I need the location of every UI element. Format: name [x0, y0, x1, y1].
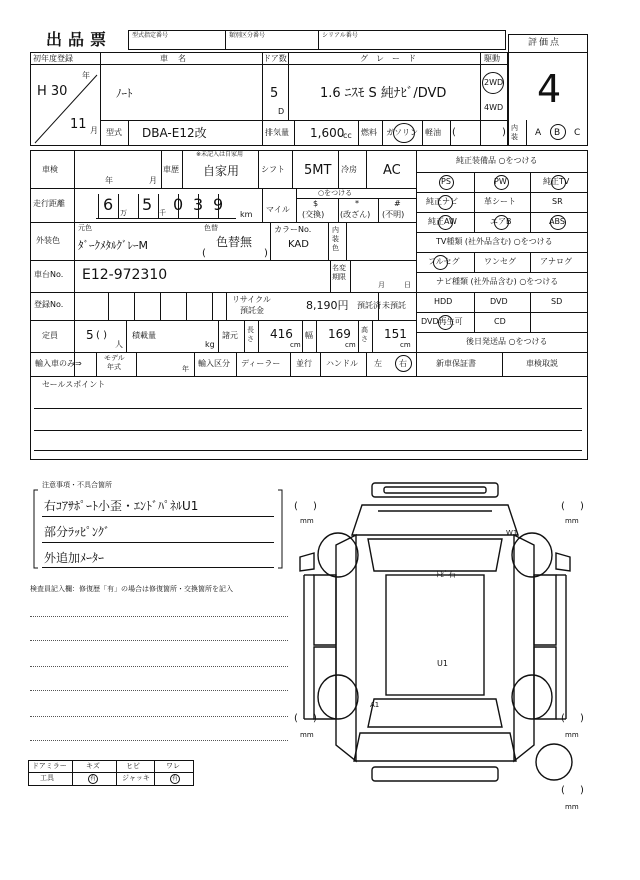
caution-label: 注意事項・不具合箇所 [42, 481, 112, 489]
tools-present-mark: 有 [90, 775, 97, 782]
equip-airbag: エアB [490, 217, 512, 226]
jack-present-mark: 有 [172, 775, 179, 782]
cooler-label: 冷房 [341, 165, 357, 174]
drive-2wd: 2WD [484, 78, 504, 87]
capacity-value: 5 [86, 328, 94, 342]
caution-line-2: 部分ﾗｯﾋﾟﾝｸﾞ [44, 525, 111, 539]
dealer-label: ディーラー [241, 359, 281, 368]
import-label: 輸入車のみ⇒ [35, 359, 82, 368]
header-number-fields [128, 30, 506, 50]
color-no-label: カラーNo. [274, 225, 312, 234]
odo-unknown-symbol: # [394, 199, 401, 208]
first-reg-month: 11 [70, 117, 87, 132]
handle-label: ハンドル [326, 359, 358, 368]
first-reg-year: H 30 [37, 84, 68, 99]
odometer-note: ○をつける [318, 189, 353, 197]
shift-value: 5MT [304, 163, 332, 178]
equip-abs: ABS [549, 217, 565, 226]
legend-break: ワレ [166, 762, 180, 770]
drive-4wd: 4WD [484, 103, 504, 112]
model-value: DBA-E12改 [142, 126, 207, 140]
first-reg-label: 初年度登録 [33, 54, 73, 63]
color-no: KAD [288, 239, 309, 250]
import-class-label: 輸入区分 [198, 359, 230, 368]
height-label: 高さ [361, 326, 368, 343]
interior-a: A [535, 128, 542, 138]
legend-door-mirror: ドアミラー [32, 762, 67, 770]
load-label: 積載量 [132, 331, 156, 340]
legend-crack: ヒビ [126, 762, 140, 770]
person-unit: 人 [115, 340, 123, 349]
equip-ps: PS [441, 177, 451, 186]
fuel-light: 軽油 [425, 128, 441, 137]
tv-type-label: TV種類 (社外品含む) ○をつける [436, 237, 553, 246]
serial-label: シリアル番号 [322, 32, 358, 39]
mileage-digit-5: 9 [213, 195, 224, 214]
mm-front-right: mm [565, 517, 579, 525]
odo-exchange: (交換) [302, 210, 325, 219]
recycle-not: 未預託 [382, 301, 406, 310]
legend-tools: 工具 [40, 774, 54, 782]
height-value: 151 [384, 327, 407, 341]
interior-color-label: 内装色 [332, 226, 339, 252]
kg-unit: kg [205, 340, 215, 349]
right-handle: 右 [399, 359, 407, 368]
inspection-year-unit: 年 [105, 176, 113, 185]
caution-line-1: 右ｺｱｻﾎﾟｰﾄ小歪・ｴﾝﾄﾞﾊﾟﾈﾙU1 [44, 499, 199, 513]
equip-pw: PW [494, 177, 507, 186]
damage-mark-chip: ﾄﾋﾞ石 [436, 570, 456, 579]
damage-mark-u1: U1 [437, 659, 448, 668]
man-unit: 万 [120, 209, 127, 217]
original-color-label: 元色 [78, 224, 92, 232]
equip-leather: 革シート [484, 197, 516, 206]
length-unit: cm [290, 341, 301, 349]
fuel-gasoline: ガソリン [386, 128, 418, 137]
width-label: 幅 [305, 331, 313, 340]
name-change-day: 日 [404, 281, 411, 289]
equip-navi: 純正ナビ [426, 197, 458, 206]
height-unit: cm [400, 341, 411, 349]
exterior-label: 外装色 [36, 236, 60, 245]
mileage-digit-2: 5 [142, 195, 153, 214]
displacement-value: 1,600 [310, 126, 345, 140]
displacement-label: 排気量 [265, 128, 289, 137]
recycle-label: リサイクル [232, 295, 271, 304]
km-unit: km [240, 210, 253, 219]
navi-dvd: DVD [490, 297, 508, 306]
doors-sub: D [278, 107, 285, 116]
grade-label: グレード [360, 54, 424, 63]
equip-sr: SR [552, 197, 563, 206]
mm-rear-right: mm [565, 731, 579, 739]
history-note: ※未記入は自家用 [196, 151, 244, 158]
mileage-digit-1: 6 [103, 195, 114, 214]
mm-rear-left: mm [300, 731, 314, 739]
damage-mark-a1: A1 [370, 701, 380, 709]
interior-label: 内装 [511, 124, 518, 141]
car-name-label: 車名 [160, 54, 196, 63]
width-unit: cm [345, 341, 356, 349]
navi-dvdplay: DVD再生可 [421, 317, 463, 326]
repaint-value: 色替無 [216, 235, 253, 249]
car-name: ﾉｰﾄ [116, 87, 133, 100]
class-no-label: 類別区分番号 [229, 32, 266, 39]
history-value: 自家用 [203, 164, 240, 178]
mm-spare: mm [565, 803, 579, 811]
tv-analog: アナログ [540, 257, 572, 266]
doors-value: 5 [270, 86, 279, 101]
equip-tv: 純正TV [543, 177, 570, 186]
sen-unit: 千 [159, 209, 166, 217]
dimensions-label: 諸元 [222, 331, 238, 340]
later-warranty: 新車保証書 [436, 359, 476, 368]
inspector-note-label: 検査員記入欄：修復歴「有」の場合は修復箇所・交換箇所を記入 [30, 585, 233, 593]
model-year-label-2: 年式 [107, 363, 121, 371]
reg-month-unit: 月 [90, 126, 98, 135]
mm-front-left: mm [300, 517, 314, 525]
history-label: 車歴 [163, 165, 179, 174]
interior-c: C [574, 128, 581, 138]
legend-jack: ジャッキ [122, 774, 150, 782]
original-color: ﾀﾞｰｸﾒﾀﾙｸﾞﾚｰM [78, 239, 148, 252]
mile-label: マイル [266, 205, 290, 214]
repaint-label: 色替 [204, 224, 218, 232]
name-change-label: 名変期限 [332, 264, 346, 281]
recycle-deposited: 預託済 [357, 301, 381, 310]
odo-exchange-symbol: $ [313, 199, 319, 208]
navi-sd: SD [551, 297, 563, 306]
chassis-label: 車台No. [34, 270, 64, 279]
doors-label: ドア数 [263, 54, 287, 63]
odo-unknown: (不明) [382, 210, 405, 219]
reg-year-unit: 年 [82, 71, 90, 80]
tv-oneseg: ワンセグ [484, 257, 516, 266]
grade-value: 1.6 ﾆｽﾓ S 純ﾅﾋﾞ/DVD [320, 86, 447, 101]
navi-hdd: HDD [434, 297, 453, 306]
tv-fullseg: フルセグ [428, 257, 460, 266]
recycle-amount: 8,190円 [306, 299, 349, 312]
cooler-value: AC [383, 163, 401, 178]
parallel-label: 並行 [296, 359, 312, 368]
odo-altered-symbol: * [355, 199, 359, 208]
width-value: 169 [328, 327, 351, 341]
navi-type-label: ナビ種類 (社外品含む) ○をつける [436, 277, 559, 286]
registration-label: 登録No. [34, 300, 64, 309]
length-label: 長さ [247, 326, 254, 343]
caution-line-3: 外追加ﾒｰﾀｰ [44, 551, 105, 565]
rating-value: 4 [537, 67, 562, 111]
navi-cd: CD [494, 317, 506, 326]
shift-label: シフト [261, 165, 285, 174]
chassis-no: E12-972310 [82, 267, 168, 283]
mileage-label: 走行距離 [33, 199, 65, 208]
later-shipment-label: 後日発送品 ○をつける [466, 337, 548, 346]
odo-altered: (改ざん) [340, 210, 371, 219]
left-handle: 左 [374, 359, 382, 368]
mileage-digit-4: 3 [193, 195, 204, 214]
inspection-month-unit: 月 [149, 176, 157, 185]
sales-point-label: セールスポイント [42, 380, 106, 389]
cc-unit: cc [343, 131, 352, 140]
drive-label: 駆動 [484, 54, 500, 63]
rating-label: 評価点 [528, 38, 562, 48]
type-no-label: 型式指定番号 [132, 32, 169, 39]
fuel-label: 燃料 [361, 128, 377, 137]
model-year-label: モデル [104, 354, 125, 362]
capacity-label: 定員 [42, 331, 58, 340]
legend-scratch: キズ [86, 762, 100, 770]
recycle-deposit-label: 預託金 [240, 306, 264, 315]
car-damage-diagram [290, 475, 590, 805]
genuine-equipment-label: 純正装備品 ○をつける [456, 156, 538, 165]
later-manual: 車検取説 [526, 359, 558, 368]
inspection-label: 車検 [42, 165, 58, 174]
length-value: 416 [270, 327, 293, 341]
mileage-digit-3: 0 [173, 195, 184, 214]
model-label: 型式 [106, 128, 122, 137]
document-title: 出品票 [46, 30, 113, 49]
equip-aw: 純正AW [428, 217, 457, 226]
damage-mark-w1: W1 [506, 529, 518, 537]
interior-b: B [554, 128, 561, 138]
model-year-unit: 年 [182, 365, 189, 373]
name-change-month: 月 [378, 281, 385, 289]
